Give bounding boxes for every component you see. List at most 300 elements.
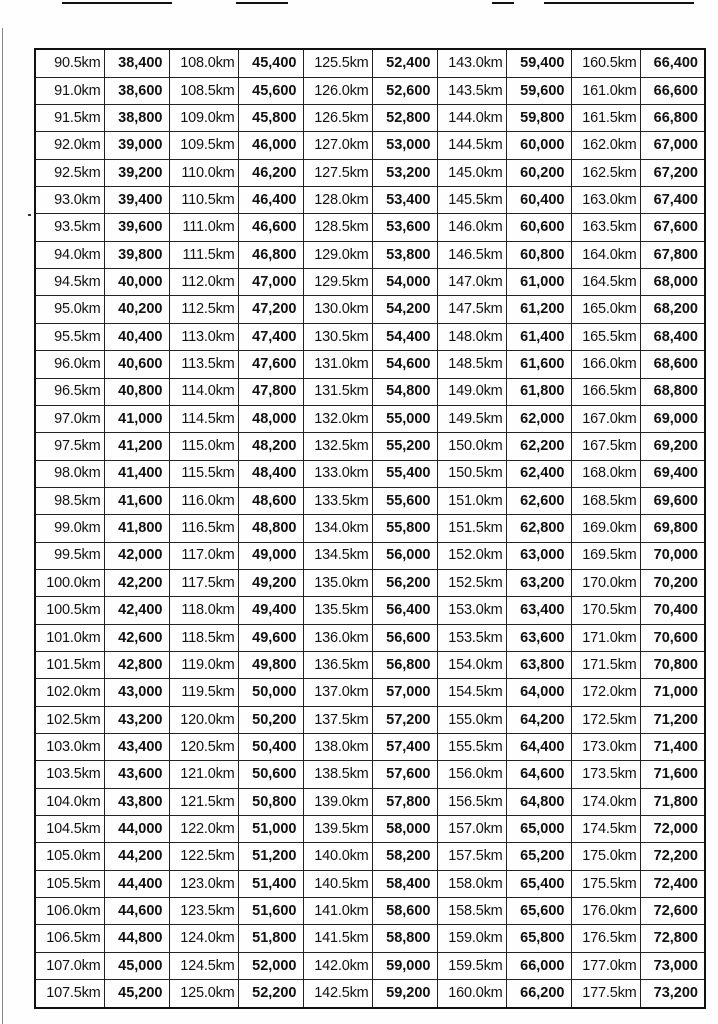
distance-cell: 161.0km [571, 77, 640, 104]
distance-cell: 171.5km [571, 651, 640, 678]
distance-cell: 97.5km [35, 433, 104, 460]
table-row [35, 405, 705, 432]
distance-cell: 169.0km [571, 515, 640, 542]
distance-cell: 174.5km [571, 816, 640, 843]
fare-cell: 51,400 [238, 870, 303, 897]
fare-cell: 52,600 [372, 77, 437, 104]
distance-cell: 103.5km [35, 761, 104, 788]
fare-cell: 53,000 [372, 132, 437, 159]
fare-cell: 50,400 [238, 733, 303, 760]
fare-cell: 53,400 [372, 187, 437, 214]
fare-cell: 61,000 [506, 269, 571, 296]
distance-cell: 106.5km [35, 925, 104, 952]
distance-cell: 160.5km [571, 49, 640, 77]
fare-cell: 59,200 [372, 980, 437, 1008]
distance-cell: 137.5km [303, 706, 372, 733]
fare-cell: 42,400 [104, 597, 169, 624]
fare-cell: 52,800 [372, 105, 437, 132]
fare-cell: 63,400 [506, 597, 571, 624]
distance-cell: 172.5km [571, 706, 640, 733]
distance-cell: 116.0km [169, 487, 238, 514]
distance-cell: 168.0km [571, 460, 640, 487]
fare-cell: 38,400 [104, 49, 169, 77]
fare-cell: 56,000 [372, 542, 437, 569]
distance-cell: 127.5km [303, 159, 372, 186]
table-row [35, 378, 705, 405]
distance-cell: 110.0km [169, 159, 238, 186]
table-row [35, 898, 705, 925]
distance-cell: 157.5km [437, 843, 506, 870]
scan-header-rule [62, 2, 172, 4]
fare-cell: 49,000 [238, 542, 303, 569]
fare-cell: 40,000 [104, 269, 169, 296]
distance-cell: 96.0km [35, 351, 104, 378]
distance-cell: 109.0km [169, 105, 238, 132]
distance-cell: 119.5km [169, 679, 238, 706]
distance-cell: 118.5km [169, 624, 238, 651]
distance-cell: 143.5km [437, 77, 506, 104]
fare-cell: 66,200 [506, 980, 571, 1008]
distance-cell: 131.0km [303, 351, 372, 378]
fare-cell: 69,800 [640, 515, 705, 542]
fare-cell: 61,400 [506, 323, 571, 350]
fare-cell: 62,400 [506, 460, 571, 487]
distance-cell: 142.5km [303, 980, 372, 1008]
fare-cell: 56,600 [372, 624, 437, 651]
distance-cell: 171.0km [571, 624, 640, 651]
distance-cell: 153.0km [437, 597, 506, 624]
distance-cell: 175.5km [571, 870, 640, 897]
distance-fare-table [34, 48, 706, 1009]
table-row [35, 925, 705, 952]
distance-cell: 149.5km [437, 405, 506, 432]
distance-cell: 129.0km [303, 241, 372, 268]
fare-cell: 54,600 [372, 351, 437, 378]
distance-cell: 175.0km [571, 843, 640, 870]
distance-cell: 101.5km [35, 651, 104, 678]
distance-cell: 124.0km [169, 925, 238, 952]
distance-cell: 165.0km [571, 296, 640, 323]
fare-cell: 64,200 [506, 706, 571, 733]
fare-cell: 58,800 [372, 925, 437, 952]
fare-cell: 41,000 [104, 405, 169, 432]
table-row [35, 214, 705, 241]
distance-cell: 144.5km [437, 132, 506, 159]
fare-cell: 43,000 [104, 679, 169, 706]
fare-cell: 54,800 [372, 378, 437, 405]
distance-cell: 103.0km [35, 733, 104, 760]
fare-cell: 55,200 [372, 433, 437, 460]
distance-cell: 145.0km [437, 159, 506, 186]
fare-cell: 64,000 [506, 679, 571, 706]
fare-cell: 63,600 [506, 624, 571, 651]
distance-cell: 136.0km [303, 624, 372, 651]
fare-cell: 43,800 [104, 788, 169, 815]
distance-cell: 139.0km [303, 788, 372, 815]
distance-cell: 91.5km [35, 105, 104, 132]
table-row [35, 77, 705, 104]
fare-cell: 65,400 [506, 870, 571, 897]
distance-cell: 134.0km [303, 515, 372, 542]
distance-cell: 101.0km [35, 624, 104, 651]
fare-cell: 64,600 [506, 761, 571, 788]
distance-cell: 163.0km [571, 187, 640, 214]
table-row [35, 187, 705, 214]
fare-cell: 62,600 [506, 487, 571, 514]
fare-cell: 72,200 [640, 843, 705, 870]
distance-cell: 135.0km [303, 569, 372, 596]
distance-cell: 95.0km [35, 296, 104, 323]
fare-cell: 55,800 [372, 515, 437, 542]
fare-cell: 68,600 [640, 351, 705, 378]
distance-cell: 167.5km [571, 433, 640, 460]
distance-cell: 158.5km [437, 898, 506, 925]
fare-cell: 63,800 [506, 651, 571, 678]
fare-cell: 57,200 [372, 706, 437, 733]
fare-cell: 39,800 [104, 241, 169, 268]
fare-cell: 61,200 [506, 296, 571, 323]
distance-cell: 177.5km [571, 980, 640, 1008]
fare-cell: 60,400 [506, 187, 571, 214]
fare-cell: 45,800 [238, 105, 303, 132]
distance-cell: 108.0km [169, 49, 238, 77]
distance-cell: 118.0km [169, 597, 238, 624]
fare-cell: 66,400 [640, 49, 705, 77]
distance-cell: 91.0km [35, 77, 104, 104]
fare-cell: 62,800 [506, 515, 571, 542]
table-row [35, 241, 705, 268]
table-row [35, 323, 705, 350]
fare-cell: 58,600 [372, 898, 437, 925]
distance-cell: 173.5km [571, 761, 640, 788]
distance-cell: 159.5km [437, 952, 506, 979]
distance-cell: 115.5km [169, 460, 238, 487]
distance-cell: 169.5km [571, 542, 640, 569]
distance-cell: 170.0km [571, 569, 640, 596]
fare-cell: 45,000 [104, 952, 169, 979]
fare-cell: 72,000 [640, 816, 705, 843]
table-row [35, 569, 705, 596]
fare-cell: 62,000 [506, 405, 571, 432]
distance-cell: 146.0km [437, 214, 506, 241]
distance-cell: 105.5km [35, 870, 104, 897]
fare-cell: 59,600 [506, 77, 571, 104]
distance-cell: 141.0km [303, 898, 372, 925]
fare-cell: 46,000 [238, 132, 303, 159]
distance-cell: 131.5km [303, 378, 372, 405]
table-row [35, 788, 705, 815]
distance-cell: 136.5km [303, 651, 372, 678]
distance-cell: 148.5km [437, 351, 506, 378]
fare-cell: 51,200 [238, 843, 303, 870]
distance-cell: 173.0km [571, 733, 640, 760]
table-row [35, 487, 705, 514]
distance-cell: 162.0km [571, 132, 640, 159]
distance-cell: 174.0km [571, 788, 640, 815]
fare-cell: 49,600 [238, 624, 303, 651]
distance-cell: 98.0km [35, 460, 104, 487]
table-row [35, 296, 705, 323]
fare-cell: 47,800 [238, 378, 303, 405]
table-row [35, 843, 705, 870]
fare-cell: 45,200 [104, 980, 169, 1008]
table-row [35, 460, 705, 487]
distance-cell: 93.0km [35, 187, 104, 214]
fare-cell: 57,600 [372, 761, 437, 788]
fare-cell: 45,400 [238, 49, 303, 77]
page-edge-line [2, 28, 3, 1024]
fare-cell: 63,000 [506, 542, 571, 569]
fare-cell: 61,800 [506, 378, 571, 405]
distance-cell: 115.0km [169, 433, 238, 460]
fare-cell: 68,200 [640, 296, 705, 323]
fare-cell: 41,200 [104, 433, 169, 460]
fare-cell: 66,600 [640, 77, 705, 104]
table-row [35, 515, 705, 542]
distance-cell: 177.0km [571, 952, 640, 979]
distance-cell: 132.0km [303, 405, 372, 432]
distance-cell: 122.5km [169, 843, 238, 870]
fare-cell: 69,400 [640, 460, 705, 487]
fare-cell: 44,000 [104, 816, 169, 843]
distance-cell: 176.5km [571, 925, 640, 952]
distance-cell: 99.0km [35, 515, 104, 542]
table-row [35, 159, 705, 186]
fare-cell: 50,200 [238, 706, 303, 733]
distance-cell: 162.5km [571, 159, 640, 186]
fare-cell: 65,200 [506, 843, 571, 870]
fare-cell: 72,600 [640, 898, 705, 925]
fare-cell: 40,800 [104, 378, 169, 405]
fare-cell: 56,400 [372, 597, 437, 624]
distance-cell: 147.0km [437, 269, 506, 296]
distance-cell: 112.0km [169, 269, 238, 296]
distance-cell: 159.0km [437, 925, 506, 952]
fare-cell: 59,000 [372, 952, 437, 979]
fare-cell: 44,400 [104, 870, 169, 897]
distance-cell: 100.0km [35, 569, 104, 596]
fare-cell: 38,600 [104, 77, 169, 104]
table-row [35, 816, 705, 843]
fare-cell: 72,800 [640, 925, 705, 952]
fare-cell: 48,800 [238, 515, 303, 542]
fare-cell: 57,000 [372, 679, 437, 706]
table-row [35, 952, 705, 979]
fare-cell: 46,600 [238, 214, 303, 241]
distance-cell: 126.0km [303, 77, 372, 104]
distance-cell: 98.5km [35, 487, 104, 514]
fare-cell: 39,200 [104, 159, 169, 186]
fare-cell: 71,600 [640, 761, 705, 788]
fare-cell: 41,600 [104, 487, 169, 514]
distance-cell: 102.0km [35, 679, 104, 706]
fare-cell: 40,200 [104, 296, 169, 323]
fare-cell: 69,000 [640, 405, 705, 432]
distance-cell: 90.5km [35, 49, 104, 77]
table-row [35, 761, 705, 788]
distance-cell: 92.0km [35, 132, 104, 159]
distance-cell: 111.5km [169, 241, 238, 268]
fare-cell: 46,800 [238, 241, 303, 268]
table-row [35, 651, 705, 678]
fare-cell: 58,200 [372, 843, 437, 870]
distance-cell: 164.0km [571, 241, 640, 268]
distance-cell: 157.0km [437, 816, 506, 843]
fare-cell: 73,000 [640, 952, 705, 979]
fare-cell: 52,200 [238, 980, 303, 1008]
fare-cell: 46,400 [238, 187, 303, 214]
distance-cell: 110.5km [169, 187, 238, 214]
fare-cell: 70,400 [640, 597, 705, 624]
fare-cell: 38,800 [104, 105, 169, 132]
fare-cell: 40,400 [104, 323, 169, 350]
distance-cell: 133.5km [303, 487, 372, 514]
distance-cell: 143.0km [437, 49, 506, 77]
fare-cell: 70,800 [640, 651, 705, 678]
fare-cell: 56,800 [372, 651, 437, 678]
table-row [35, 597, 705, 624]
distance-cell: 148.0km [437, 323, 506, 350]
table-row [35, 706, 705, 733]
fare-cell: 44,200 [104, 843, 169, 870]
table-row [35, 624, 705, 651]
distance-cell: 138.5km [303, 761, 372, 788]
distance-cell: 149.0km [437, 378, 506, 405]
fare-cell: 60,200 [506, 159, 571, 186]
fare-cell: 66,800 [640, 105, 705, 132]
fare-cell: 49,200 [238, 569, 303, 596]
distance-cell: 120.0km [169, 706, 238, 733]
distance-cell: 109.5km [169, 132, 238, 159]
fare-cell: 52,000 [238, 952, 303, 979]
fare-cell: 53,800 [372, 241, 437, 268]
distance-cell: 117.0km [169, 542, 238, 569]
fare-cell: 43,600 [104, 761, 169, 788]
fare-cell: 47,200 [238, 296, 303, 323]
distance-cell: 130.5km [303, 323, 372, 350]
fare-cell: 47,000 [238, 269, 303, 296]
fare-cell: 72,400 [640, 870, 705, 897]
distance-cell: 132.5km [303, 433, 372, 460]
distance-cell: 150.5km [437, 460, 506, 487]
distance-cell: 163.5km [571, 214, 640, 241]
fare-cell: 64,400 [506, 733, 571, 760]
fare-cell: 66,000 [506, 952, 571, 979]
distance-cell: 104.0km [35, 788, 104, 815]
fare-cell: 50,600 [238, 761, 303, 788]
distance-cell: 161.5km [571, 105, 640, 132]
fare-cell: 71,000 [640, 679, 705, 706]
fare-cell: 55,600 [372, 487, 437, 514]
table-row [35, 351, 705, 378]
distance-cell: 107.5km [35, 980, 104, 1008]
fare-cell: 46,200 [238, 159, 303, 186]
distance-cell: 92.5km [35, 159, 104, 186]
fare-cell: 65,800 [506, 925, 571, 952]
fare-cell: 67,400 [640, 187, 705, 214]
fare-cell: 40,600 [104, 351, 169, 378]
distance-cell: 172.0km [571, 679, 640, 706]
fare-cell: 67,800 [640, 241, 705, 268]
distance-cell: 121.0km [169, 761, 238, 788]
fare-cell: 60,800 [506, 241, 571, 268]
table-row [35, 542, 705, 569]
distance-cell: 111.0km [169, 214, 238, 241]
scan-speck [28, 214, 31, 216]
distance-cell: 123.5km [169, 898, 238, 925]
distance-cell: 156.0km [437, 761, 506, 788]
distance-cell: 97.0km [35, 405, 104, 432]
distance-cell: 125.5km [303, 49, 372, 77]
fare-cell: 48,400 [238, 460, 303, 487]
fare-cell: 45,600 [238, 77, 303, 104]
distance-cell: 105.0km [35, 843, 104, 870]
fare-cell: 56,200 [372, 569, 437, 596]
distance-cell: 166.5km [571, 378, 640, 405]
distance-cell: 106.0km [35, 898, 104, 925]
distance-cell: 126.5km [303, 105, 372, 132]
distance-cell: 138.0km [303, 733, 372, 760]
fare-cell: 53,200 [372, 159, 437, 186]
distance-cell: 146.5km [437, 241, 506, 268]
distance-cell: 114.0km [169, 378, 238, 405]
distance-cell: 160.0km [437, 980, 506, 1008]
distance-cell: 153.5km [437, 624, 506, 651]
fare-cell: 71,800 [640, 788, 705, 815]
fare-cell: 42,200 [104, 569, 169, 596]
distance-cell: 154.5km [437, 679, 506, 706]
distance-cell: 155.0km [437, 706, 506, 733]
fare-cell: 39,400 [104, 187, 169, 214]
fare-cell: 68,800 [640, 378, 705, 405]
table-row [35, 733, 705, 760]
fare-cell: 63,200 [506, 569, 571, 596]
table-row [35, 269, 705, 296]
distance-cell: 129.5km [303, 269, 372, 296]
fare-cell: 68,000 [640, 269, 705, 296]
fare-cell: 53,600 [372, 214, 437, 241]
fare-cell: 69,600 [640, 487, 705, 514]
fare-cell: 69,200 [640, 433, 705, 460]
distance-cell: 104.5km [35, 816, 104, 843]
distance-cell: 168.5km [571, 487, 640, 514]
fare-cell: 41,800 [104, 515, 169, 542]
table-row [35, 132, 705, 159]
distance-cell: 119.0km [169, 651, 238, 678]
distance-cell: 152.0km [437, 542, 506, 569]
distance-cell: 155.5km [437, 733, 506, 760]
fare-cell: 42,600 [104, 624, 169, 651]
distance-cell: 94.0km [35, 241, 104, 268]
fare-cell: 59,400 [506, 49, 571, 77]
distance-cell: 147.5km [437, 296, 506, 323]
distance-cell: 133.0km [303, 460, 372, 487]
distance-cell: 127.0km [303, 132, 372, 159]
table-row [35, 679, 705, 706]
fare-cell: 68,400 [640, 323, 705, 350]
fare-cell: 67,200 [640, 159, 705, 186]
table-row [35, 433, 705, 460]
fare-cell: 48,000 [238, 405, 303, 432]
distance-cell: 165.5km [571, 323, 640, 350]
distance-cell: 141.5km [303, 925, 372, 952]
distance-cell: 116.5km [169, 515, 238, 542]
fare-cell: 57,800 [372, 788, 437, 815]
distance-cell: 156.5km [437, 788, 506, 815]
fare-cell: 49,800 [238, 651, 303, 678]
fare-cell: 42,800 [104, 651, 169, 678]
fare-cell: 48,200 [238, 433, 303, 460]
